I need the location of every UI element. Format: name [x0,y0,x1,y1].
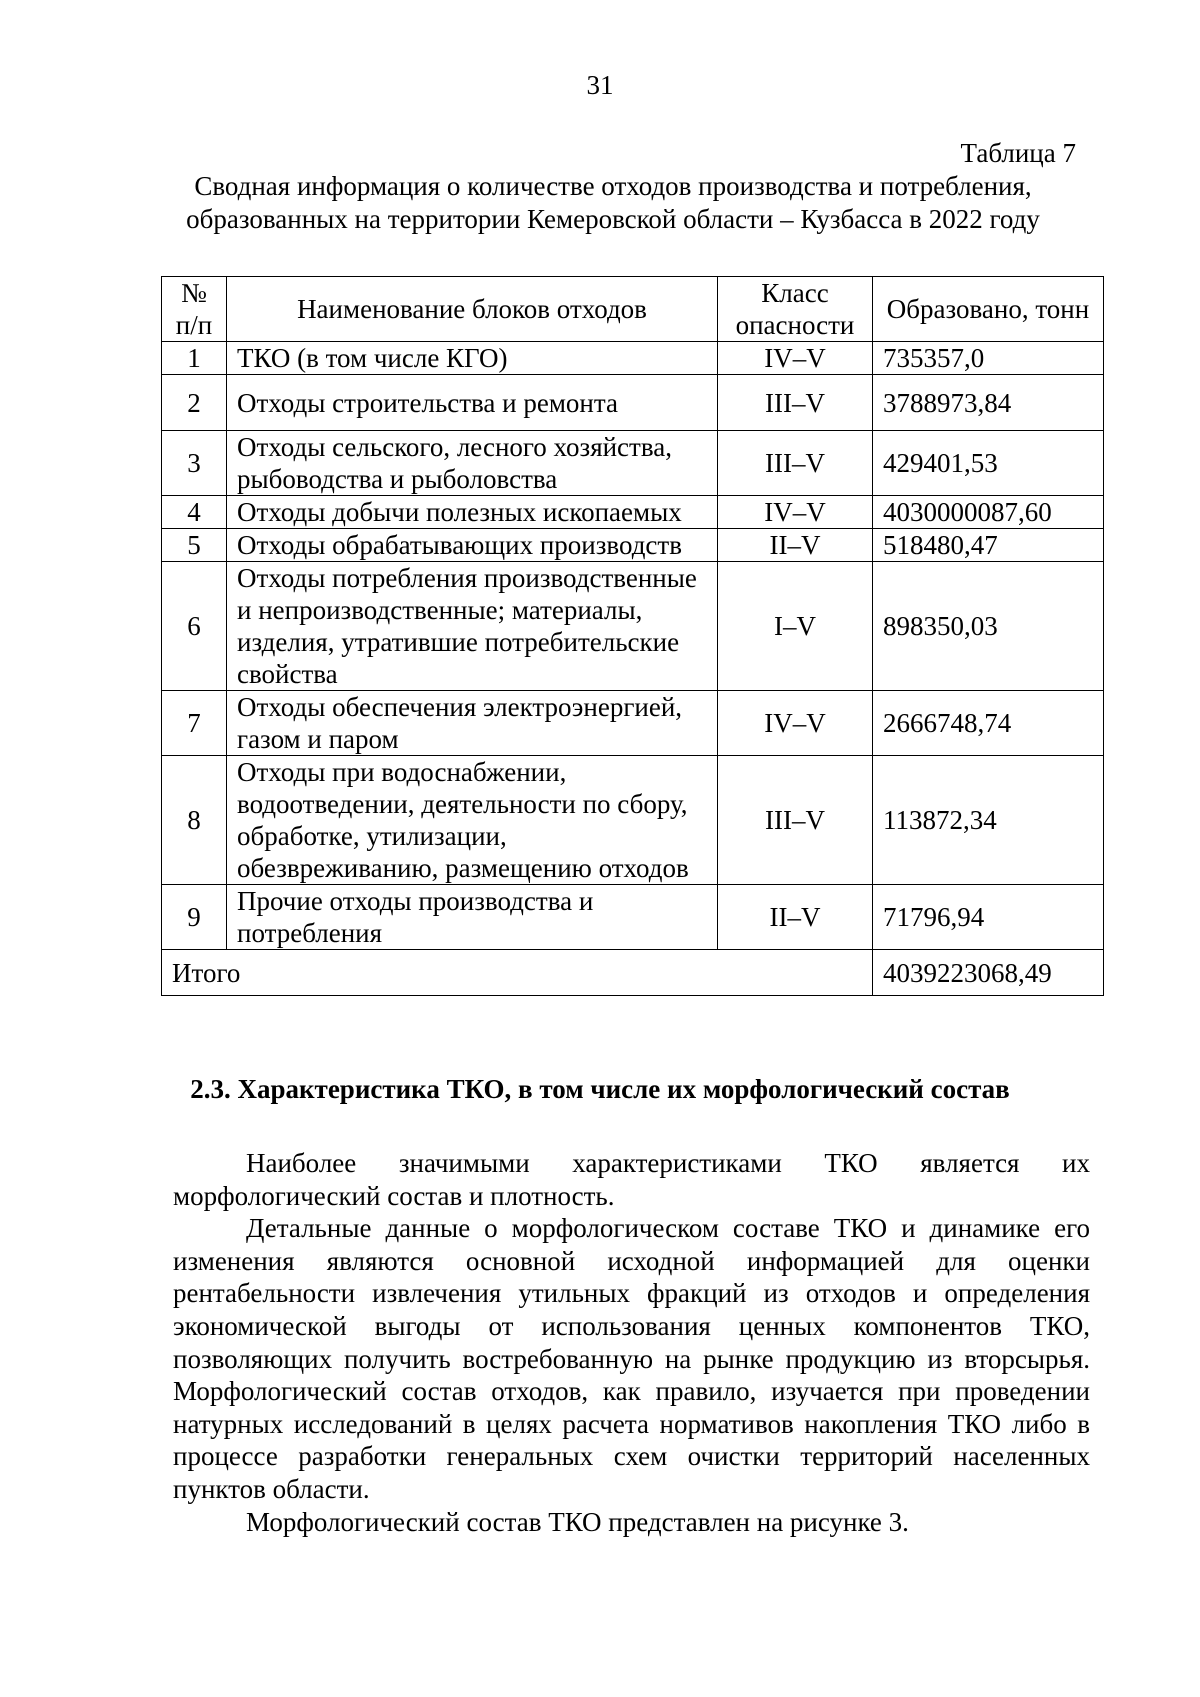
cell-num: 4 [162,496,227,529]
cell-amount: 3788973,84 [873,375,1104,431]
table-row [162,375,1104,431]
cell-num: 2 [162,375,227,431]
table-row [162,562,1104,691]
total-label: Итого [162,950,873,996]
cell-class: II–V [718,885,873,950]
cell-num: 5 [162,529,227,562]
cell-class: I–V [718,562,873,691]
table-row [162,756,1104,885]
cell-class: IV–V [718,691,873,756]
cell-amount: 4030000087,60 [873,496,1104,529]
table-row [162,529,1104,562]
cell-amount: 2666748,74 [873,691,1104,756]
cell-name: Отходы добычи полезных ископаемых [227,496,718,529]
section-heading: 2.3. Характеристика ТКО, в том числе их морфологический состав [190,1074,1010,1104]
cell-amount: 113872,34 [873,756,1104,885]
header-name: Наименование блоков отходов [227,277,718,342]
header-class: Класс опасности [718,277,873,342]
table-row [162,431,1104,496]
table-row [162,342,1104,375]
table-row [162,691,1104,756]
cell-name: Отходы обеспечения электроэнергией, газом и паром [227,691,718,756]
header-amount: Образовано, тонн [873,277,1104,342]
cell-class: III–V [718,431,873,496]
cell-class: II–V [718,529,873,562]
cell-num: 8 [162,756,227,885]
table-label: Таблица 7 [960,138,1076,168]
cell-amount: 518480,47 [873,529,1104,562]
cell-num: 7 [162,691,227,756]
cell-name: Отходы строительства и ремонта [227,375,718,431]
cell-num: 6 [162,562,227,691]
cell-name: Прочие отходы производства и потребления [227,885,718,950]
table-total-row [162,950,1104,996]
cell-num: 3 [162,431,227,496]
cell-amount: 735357,0 [873,342,1104,375]
cell-class: III–V [718,756,873,885]
cell-name: Отходы потребления производственные и непроизводственные; материалы, изделия, утратившие потребительские свойства [227,562,718,691]
paragraph: Детальные данные о морфологическом составе ТКО и динамике его изменения являются основной исходной информацией для оценки рентабельности извлечения утильных фракций из отходов и определения экономической выгоды от использования ценных компонентов ТКО, позволяющих получить востребованную на рынке продукцию из вторсырья. Морфологический состав отходов, как правило, изучается при проведении натурных исследований в целях расчета нормативов накопления ТКО либо в процессе разработки генеральных схем очистки территорий населенных пунктов области. [173,1213,1090,1504]
table-row [162,496,1104,529]
cell-name: ТКО (в том числе КГО) [227,342,718,375]
cell-class: III–V [718,375,873,431]
cell-name: Отходы сельского, лесного хозяйства, рыбоводства и рыболовства [227,431,718,496]
cell-amount: 71796,94 [873,885,1104,950]
total-amount: 4039223068,49 [873,950,1104,996]
cell-amount: 429401,53 [873,431,1104,496]
page-number: 31 [586,70,614,100]
body-text [173,1147,1090,1538]
paragraph: Морфологический состав ТКО представлен на рисунке 3. [246,1506,909,1537]
header-num: № п/п [162,277,227,342]
table-title: Сводная информация о количестве отходов производства и потребления, образованных на территории Кемеровской области – Кузбасса в 2022 году [186,171,1040,234]
waste-table [161,276,1104,996]
paragraph: Наиболее значимыми характеристиками ТКО является их морфологический состав и плотность. [173,1148,1090,1211]
cell-class: IV–V [718,496,873,529]
cell-num: 9 [162,885,227,950]
cell-class: IV–V [718,342,873,375]
table-row [162,885,1104,950]
cell-name: Отходы при водоснабжении, водоотведении, деятельности по сбору, обработке, утилизации, обезвреживанию, размещению отходов [227,756,718,885]
cell-num: 1 [162,342,227,375]
table-header-row [162,277,1104,342]
cell-name: Отходы обрабатывающих производств [227,529,718,562]
cell-amount: 898350,03 [873,562,1104,691]
